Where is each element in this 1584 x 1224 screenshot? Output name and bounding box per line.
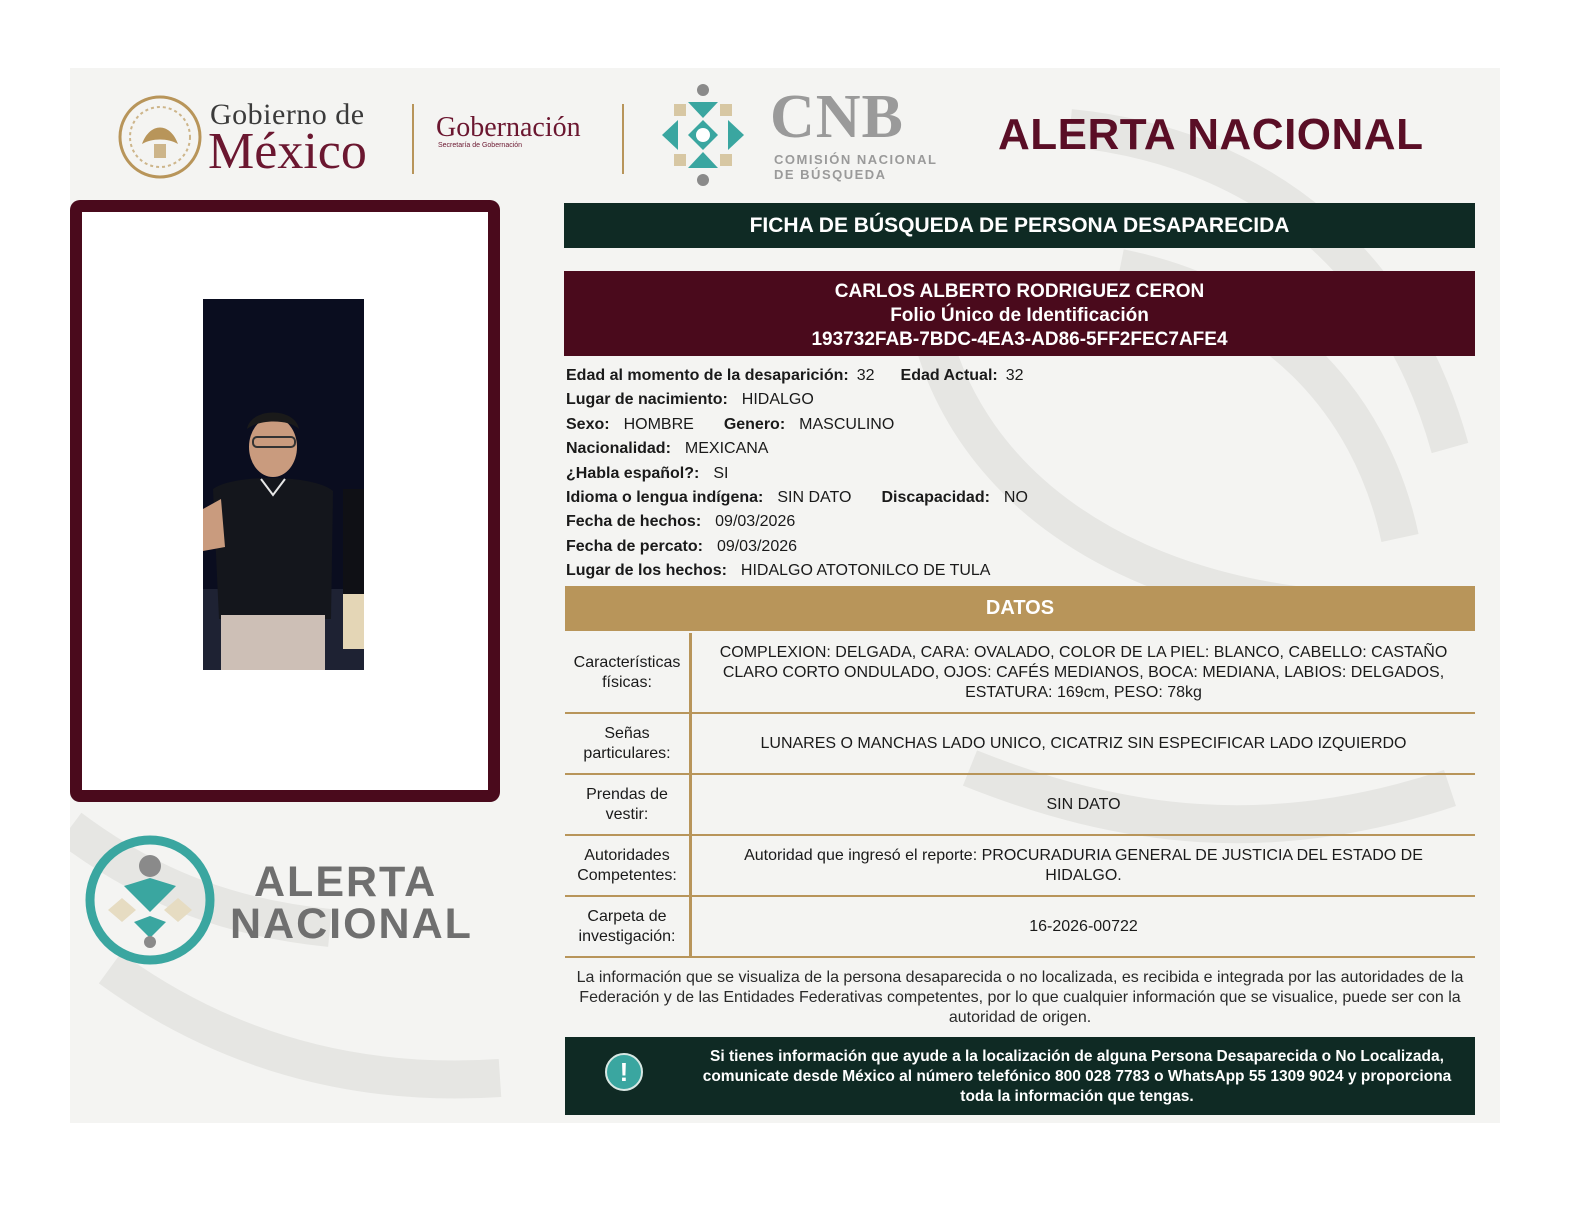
info-row-idioma xyxy=(566,486,1466,510)
datos-label: Prendas de vestir: xyxy=(565,775,692,834)
info-row-edad xyxy=(566,364,1466,388)
lugar-hechos-label: Lugar de los hechos: xyxy=(566,562,727,580)
table-row xyxy=(565,897,1475,958)
gobierno-line-1: Gobierno de xyxy=(210,98,365,131)
datos-value: SIN DATO xyxy=(1046,795,1121,813)
alerta-nacional-title: ALERTA NACIONAL xyxy=(998,110,1424,159)
datos-label: Señas particulares: xyxy=(565,714,692,773)
folio-label: Folio Único de Identificación xyxy=(890,305,1149,326)
fecha-percato-value: 09/03/2026 xyxy=(716,537,798,555)
lugar-hechos-value: HIDALGO ATOTONILCO DE TULA xyxy=(740,562,991,580)
person-info xyxy=(566,364,1466,584)
disclaimer-text: La información que se visualiza de la persona desaparecida o no localizada, es recibida e integrada por las autoridades de la Federación y de las Entidades Federativas competentes, por lo que cualquier información que se visualice, puede ser con la autoridad de origen. xyxy=(576,969,1464,1026)
gobernacion-subtitle: Secretaría de Gobernación xyxy=(438,142,523,149)
cnb-logo-icon xyxy=(648,80,758,190)
contact-banner xyxy=(565,1037,1475,1115)
info-row-fecha-hechos xyxy=(566,510,1466,534)
info-row-sexo xyxy=(566,413,1466,437)
table-row xyxy=(565,836,1475,897)
gobernacion-logo-text: Gobernación xyxy=(436,112,581,143)
alerta-nacional-logo-icon xyxy=(84,834,216,966)
datos-label: Características físicas: xyxy=(565,633,692,712)
alert-sheet xyxy=(70,68,1500,1123)
nacionalidad-label: Nacionalidad: xyxy=(566,440,671,458)
person-name-box xyxy=(564,271,1475,356)
sexo-value: HOMBRE xyxy=(623,415,694,433)
info-row-habla-espanol xyxy=(566,462,1466,486)
discapacidad-label: Discapacidad: xyxy=(881,489,990,507)
person-name: CARLOS ALBERTO RODRIGUEZ CERON xyxy=(834,281,1205,302)
edad-desaparicion-value: 32 xyxy=(856,367,875,384)
lugar-nacimiento-label: Lugar de nacimiento: xyxy=(566,391,728,409)
cnb-title: CNB xyxy=(770,83,904,151)
fecha-hechos-label: Fecha de hechos: xyxy=(566,513,702,531)
datos-value: 16-2026-00722 xyxy=(1029,917,1138,935)
habla-espanol-value: SI xyxy=(713,464,729,482)
alerta-logo-word-1: ALERTA xyxy=(254,858,438,906)
nacionalidad-value: MEXICANA xyxy=(684,440,769,458)
datos-value: Autoridad que ingresó el reporte: PROCURADURIA GENERAL DE JUSTICIA DEL ESTADO DE HIDALGO. xyxy=(744,846,1423,884)
idioma-value: SIN DATO xyxy=(777,489,852,507)
datos-value: COMPLEXION: DELGADA, CARA: OVALADO, COLOR DE LA PIEL: BLANCO, CABELLO: CASTAÑO CLARO CORTO ONDULADO, OJOS: CAFÉS MEDIANOS, BOCA: MEDIANA, LABIOS: DELGADOS, ESTATURA: 169cm, PESO: 78kg xyxy=(719,643,1448,701)
edad-desaparicion-label: Edad al momento de la desaparición: xyxy=(566,367,849,384)
habla-espanol-label: ¿Habla español?: xyxy=(566,464,700,482)
alerta-logo-word-2: NACIONAL xyxy=(230,900,473,948)
genero-value: MASCULINO xyxy=(799,415,895,433)
table-row xyxy=(565,714,1475,775)
table-row xyxy=(565,633,1475,714)
folio-value: 193732FAB-7BDC-4EA3-AD86-5FF2FEC7AFE4 xyxy=(811,329,1228,350)
datos-label: Carpeta de investigación: xyxy=(565,897,692,956)
idioma-label: Idioma o lengua indígena: xyxy=(566,489,764,507)
datos-title: DATOS xyxy=(565,586,1475,631)
gobierno-line-2: México xyxy=(208,123,367,180)
datos-table xyxy=(565,633,1475,958)
contact-text: Si tienes información que ayude a la localización de alguna Persona Desaparecida o No Localizada, comunicate desde México al número telefónico 800 028 7783 o WhatsApp 55 1309 9024 y proporciona toda la información que tengas. xyxy=(702,1048,1452,1105)
header-divider xyxy=(622,104,624,174)
discapacidad-value: NO xyxy=(1003,489,1028,507)
info-row-nacionalidad xyxy=(566,437,1466,461)
header-divider xyxy=(412,104,414,174)
cnb-subtitle: COMISIÓN NACIONAL DE BÚSQUEDA xyxy=(774,152,938,182)
info-row-lugar-hechos xyxy=(566,559,1466,583)
fecha-hechos-value: 09/03/2026 xyxy=(715,513,796,531)
info-row-lugar-nacimiento xyxy=(566,388,1466,412)
exclamation-icon: ! xyxy=(605,1053,643,1091)
genero-label: Genero: xyxy=(723,415,786,433)
lugar-nacimiento-value: HIDALGO xyxy=(741,391,814,409)
datos-value: LUNARES O MANCHAS LADO UNICO, CICATRIZ SIN ESPECIFICAR LADO IZQUIERDO xyxy=(760,734,1407,752)
ficha-title: FICHA DE BÚSQUEDA DE PERSONA DESAPARECIDA xyxy=(564,203,1475,248)
datos-label: Autoridades Competentes: xyxy=(565,836,692,895)
person-photo xyxy=(203,299,364,670)
info-row-fecha-percato xyxy=(566,535,1466,559)
edad-actual-value: 32 xyxy=(1005,367,1024,384)
edad-actual-label: Edad Actual: xyxy=(900,367,998,384)
table-row xyxy=(565,775,1475,836)
fecha-percato-label: Fecha de percato: xyxy=(566,537,703,555)
sexo-label: Sexo: xyxy=(566,415,610,433)
